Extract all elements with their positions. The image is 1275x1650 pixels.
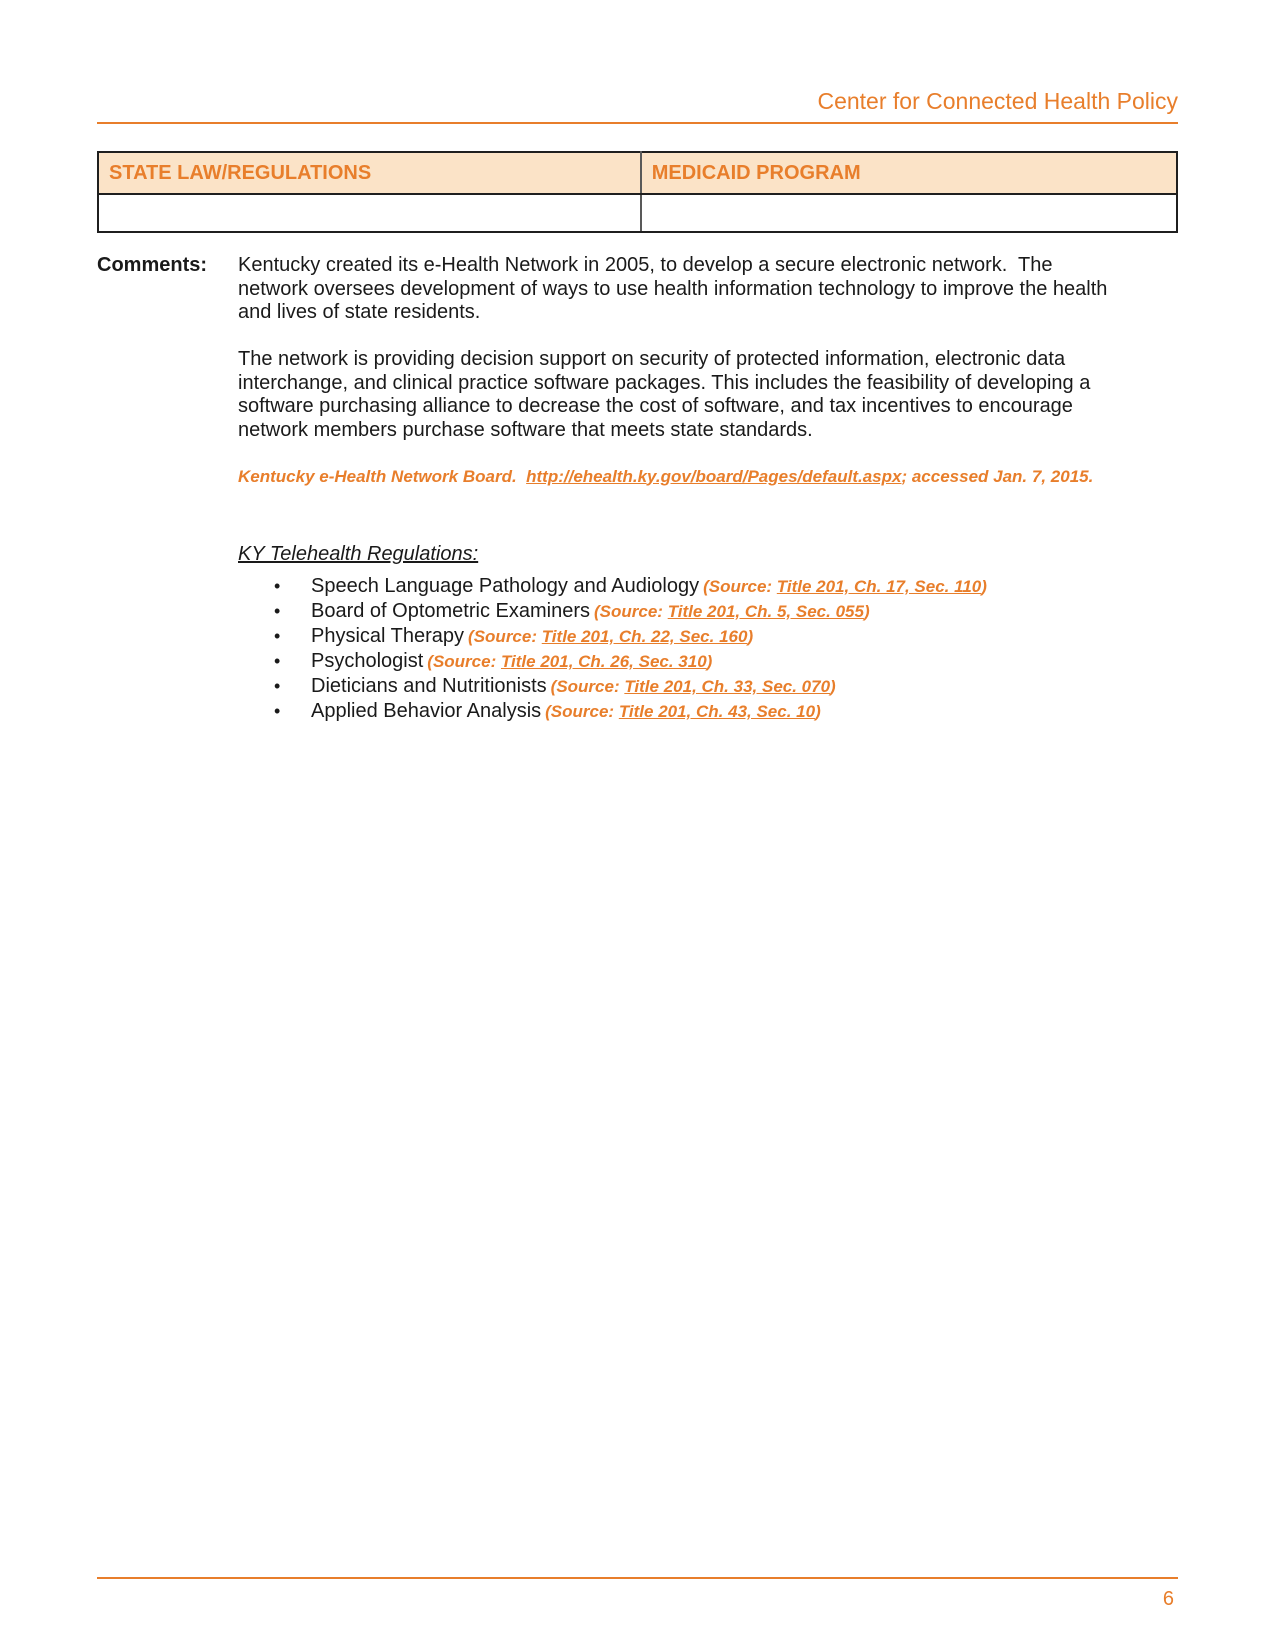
header-divider bbox=[97, 122, 1178, 124]
table-row bbox=[98, 194, 1177, 232]
footer-divider bbox=[97, 1577, 1178, 1579]
comment-paragraph-1: Kentucky created its e-Health Network in 2005, to develop a secure electronic network. The network oversees development of ways to use health information technology to improve the health and lives of state residents. bbox=[238, 254, 1108, 323]
regulation-item bbox=[238, 699, 1120, 724]
regulation-source bbox=[551, 677, 836, 696]
source-link[interactable]: Title 201, Ch. 33, Sec. 070 bbox=[624, 677, 831, 696]
medicaid-cell bbox=[641, 194, 1177, 232]
regulation-item bbox=[238, 574, 1120, 599]
regulation-source bbox=[703, 577, 987, 596]
regulation-source bbox=[545, 702, 821, 721]
regulation-item bbox=[238, 649, 1120, 674]
regulation-label: Dieticians and Nutritionists bbox=[311, 675, 547, 697]
regulation-label: Applied Behavior Analysis bbox=[311, 700, 542, 722]
source-prefix: (Source: bbox=[594, 602, 668, 621]
citation-suffix: ; accessed Jan. 7, 2015. bbox=[901, 466, 1094, 486]
citation-line bbox=[238, 466, 1120, 487]
bullet-icon: • bbox=[274, 626, 281, 646]
law-medicaid-table bbox=[97, 151, 1178, 233]
regulation-label: Board of Optometric Examiners bbox=[311, 600, 590, 622]
citation-link[interactable]: http://ehealth.ky.gov/board/Pages/default.aspx bbox=[526, 466, 902, 486]
regulations-list bbox=[238, 574, 1120, 724]
comments-body bbox=[238, 254, 1120, 724]
source-suffix: ) bbox=[830, 677, 836, 696]
source-prefix: (Source: bbox=[468, 627, 542, 646]
page-content bbox=[97, 0, 1178, 724]
state-law-cell bbox=[98, 194, 641, 232]
bullet-icon: • bbox=[274, 576, 281, 596]
column-header-medicaid: MEDICAID PROGRAM bbox=[641, 152, 1177, 194]
comments-label: Comments: bbox=[97, 254, 208, 276]
page-number: 6 bbox=[1162, 1588, 1174, 1610]
source-link[interactable]: Title 201, Ch. 17, Sec. 110 bbox=[776, 577, 982, 596]
regulation-label: Physical Therapy bbox=[311, 625, 465, 647]
page-header-title: Center for Connected Health Policy bbox=[817, 88, 1178, 114]
table-header-row bbox=[98, 152, 1177, 194]
bullet-icon: • bbox=[274, 676, 281, 696]
regulation-item bbox=[238, 624, 1120, 649]
regulation-item bbox=[238, 599, 1120, 624]
bullet-icon: • bbox=[274, 651, 281, 671]
citation-prefix: Kentucky e-Health Network Board. bbox=[238, 466, 527, 486]
column-header-state-law: STATE LAW/REGULATIONS bbox=[98, 152, 641, 194]
page-footer bbox=[97, 1569, 1178, 1611]
regulation-item bbox=[238, 674, 1120, 699]
source-link[interactable]: Title 201, Ch. 43, Sec. 10 bbox=[618, 702, 816, 721]
source-link[interactable]: Title 201, Ch. 26, Sec. 310 bbox=[500, 652, 707, 671]
regulation-source bbox=[594, 602, 870, 621]
source-link[interactable]: Title 201, Ch. 22, Sec. 160 bbox=[541, 627, 748, 646]
source-prefix: (Source: bbox=[550, 677, 625, 696]
regulation-label: Speech Language Pathology and Audiology bbox=[311, 575, 700, 597]
regulation-source bbox=[468, 627, 753, 646]
regulation-label: Psychologist bbox=[311, 650, 424, 672]
source-prefix: (Source: bbox=[427, 652, 501, 671]
source-link[interactable]: Title 201, Ch. 5, Sec. 055 bbox=[667, 602, 864, 621]
source-prefix: (Source: bbox=[545, 702, 619, 721]
source-suffix: ) bbox=[706, 652, 713, 671]
source-suffix: ) bbox=[815, 702, 821, 721]
source-prefix: (Source: bbox=[703, 577, 777, 596]
regulations-heading: KY Telehealth Regulations: bbox=[238, 542, 479, 565]
source-suffix: ) bbox=[863, 602, 870, 621]
comments-section bbox=[97, 254, 1178, 724]
bullet-icon: • bbox=[274, 701, 281, 721]
bullet-icon: • bbox=[274, 601, 281, 621]
source-suffix: ) bbox=[981, 577, 987, 596]
source-suffix: ) bbox=[747, 627, 754, 646]
regulation-source bbox=[427, 652, 712, 671]
comment-paragraph-2: The network is providing decision support on security of protected information, electronic data interchange, and clinical practice software packages. This includes the feasibility of developing a software purchasing alliance to decrease the cost of software, and tax incentives to encourage network members purchase software that meets state standards. bbox=[238, 348, 1091, 441]
